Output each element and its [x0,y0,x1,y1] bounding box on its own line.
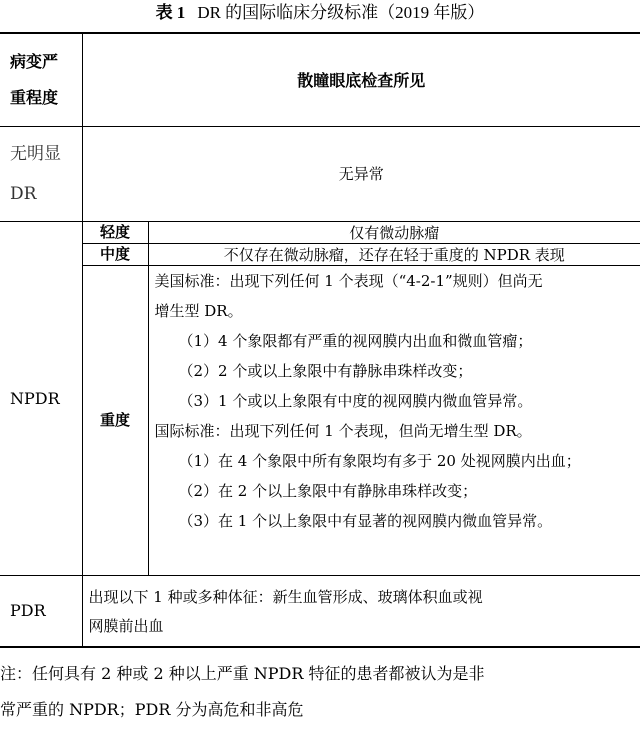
pdr-finding [82,575,640,647]
pdr-label: PDR [0,575,82,647]
no-dr-label-line1: 无明显 [10,143,61,164]
severe-line-us-1: （1）4 个象限都有严重的视网膜内出血和微血管瘤； [178,331,533,350]
mild-finding: 仅有微动脉瘤 [148,221,640,243]
npdr-label: NPDR [0,221,82,575]
pdr-finding-line2: 网膜前出血 [88,616,164,635]
moderate-label: 中度 [82,243,148,265]
table-number: 表 1 [155,3,186,22]
severe-line-intl-1: （1）在 4 个象限中所有象限均有多于 20 处视网膜内出血； [178,451,581,470]
severe-line-us-3: （3）1 个或以上象限有中度的视网膜内微血管异常。 [178,391,533,410]
no-dr-finding: 无异常 [82,126,640,221]
table-row [0,221,640,243]
severity-header-line2: 重程度 [10,87,59,107]
no-dr-label-line2: DR [10,183,37,204]
no-dr-label [0,126,82,221]
exam-header: 散瞳眼底检查所见 [82,33,640,126]
severe-label: 重度 [82,265,148,575]
table-title: DR 的国际临床分级标准（2019 年版） [197,3,485,22]
severe-line-intl-3: （3）在 1 个以上象限中有显著的视网膜内微血管异常。 [178,511,553,530]
severe-line-intl-2: （2）在 2 个以上象限中有静脉串珠样改变； [178,481,478,500]
table-note [0,656,636,728]
severity-header-line1: 病变严 [10,51,59,71]
severe-line-us-criteria-cont: 增生型 DR。 [154,301,243,320]
severity-header [0,33,82,126]
table-row [0,243,640,265]
severe-line-intl-criteria: 国际标准：出现下列任何 1 个表现，但尚无增生型 DR。 [154,421,532,440]
note-line2: 常严重的 NPDR；PDR 分为高危和非高危 [0,700,304,719]
severe-finding [148,265,640,575]
note-line1: 注：任何具有 2 种或 2 种以上严重 NPDR 特征的患者都被认为是非 [0,664,485,683]
mild-label: 轻度 [82,221,148,243]
pdr-finding-line1: 出现以下 1 种或多种体征：新生血管形成、玻璃体积血或视 [88,587,483,606]
table-header-row [0,33,640,126]
dr-grading-table [0,32,640,648]
severe-line-us-2: （2）2 个或以上象限中有静脉串珠样改变； [178,361,473,380]
table-caption [0,0,640,32]
table-row [0,575,640,647]
table-row [0,126,640,221]
severe-line-us-criteria: 美国标准：出现下列任何 1 个表现（“4-2-1”规则）但尚无 [154,271,543,290]
moderate-finding: 不仅存在微动脉瘤，还存在轻于重度的 NPDR 表现 [148,243,640,265]
table-row [0,265,640,575]
